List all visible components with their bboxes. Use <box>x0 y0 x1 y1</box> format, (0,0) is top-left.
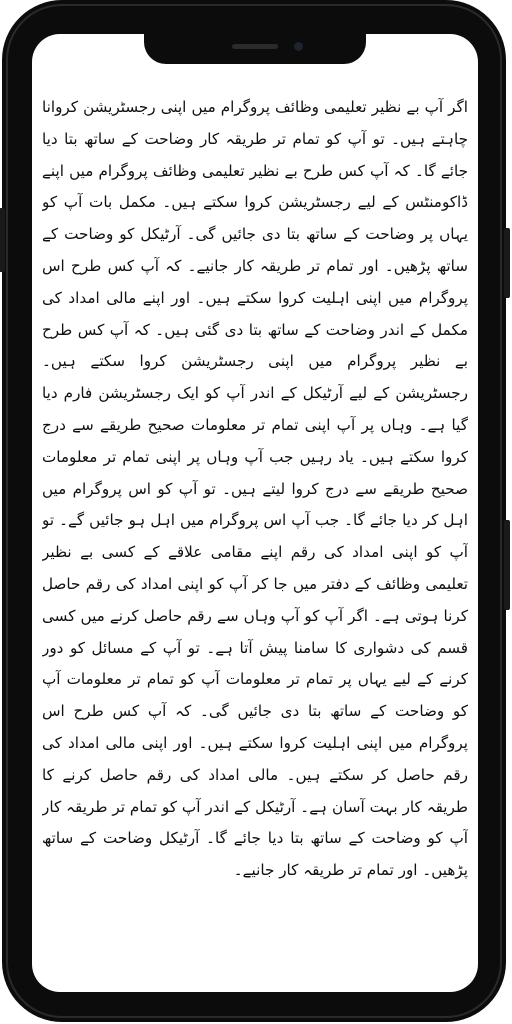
mute-switch <box>0 208 5 272</box>
phone-screen[interactable] <box>32 34 478 992</box>
notch <box>144 34 366 64</box>
article-body: اگر آپ بے نظیر تعلیمی وظائف پروگرام میں اپنی رجسٹریشن کروانا چاہتے ہیں۔ تو آپ کو تمام تر طریقہ کار وضاحت کے ساتھ بتا دیا جائے گا۔ کہ آپ کس طرح بے نظیر تعلیمی وظائف پروگرام میں اپنے ڈاکومنٹس کے لیے رجسٹریشن کروا سکتے ہیں۔ مکمل بات آپ کو یہاں پر وضاحت کے ساتھ بتا دی جائیں گی۔ آرٹیکل کو وضاحت کے ساتھ پڑھیں۔ اور تمام تر طریقہ کار جانیے۔ کہ آپ کس طرح اس پروگرام میں اپنی اہلیت کروا سکتے ہیں۔ اور اپنے مالی امداد کی مکمل کے اندر وضاحت کے ساتھ بتا دی گئی ہیں۔ کہ آپ کس طرح بے نظیر پروگرام میں اپنی رجسٹریشن کروا سکتے ہیں۔ رجسٹریشن کے لیے آرٹیکل کے اندر آپ کو ایک رجسٹریشن فارم دیا گیا ہے۔ وہاں پر آپ اپنی تمام تر معلومات صحیح طریقے سے درج کروا سکتے ہیں۔ یاد رہیں جب آپ وہاں پر اپنی تمام تر معلومات صحیح طریقے سے درج کروا لیتے ہیں۔ تو آپ کو اس پروگرام میں اہل کر دیا جائے گا۔ جب آپ اس پروگرام میں اہل ہو جائیں گے۔ تو آپ کو اپنی امداد کی رقم اپنے مقامی علاقے کے کسی بے نظیر تعلیمی وظائف کے دفتر میں جا کر آپ کو اپنی امداد کی رقم حاصل کرنا ہوتی ہے۔ اگر آپ کو آپ وہاں سے رقم حاصل کرنے میں کسی قسم کی دشواری کا سامنا پیش آتا ہے۔ تو آپ کے مسائل کو دور کرنے کے لیے یہاں پر تمام تر معلومات آپ کو تمام تر معلومات آپ کو وضاحت کے ساتھ بتا دی جائیں گی۔ کہ آپ کس طرح اس پروگرام میں اپنی اہلیت کروا سکتے ہیں۔ اور اپنی مالی امداد کی رقم حاصل کر سکتے ہیں۔ مالی امداد کی رقم حاصل کرنے کا طریقہ کار بہت آسان ہے۔ آرٹیکل کے اندر آپ کو تمام تر طریقہ کار آپ کو وضاحت کے ساتھ بتا دیا جائے گا۔ آرٹیکل وضاحت کے ساتھ پڑھیں۔ اور تمام تر طریقہ کار جانیے۔ <box>42 98 468 880</box>
speaker-grille <box>232 44 278 49</box>
phone-frame <box>2 0 506 1022</box>
power-button <box>504 520 510 610</box>
volume-button <box>504 228 510 298</box>
front-camera-icon <box>294 42 303 51</box>
